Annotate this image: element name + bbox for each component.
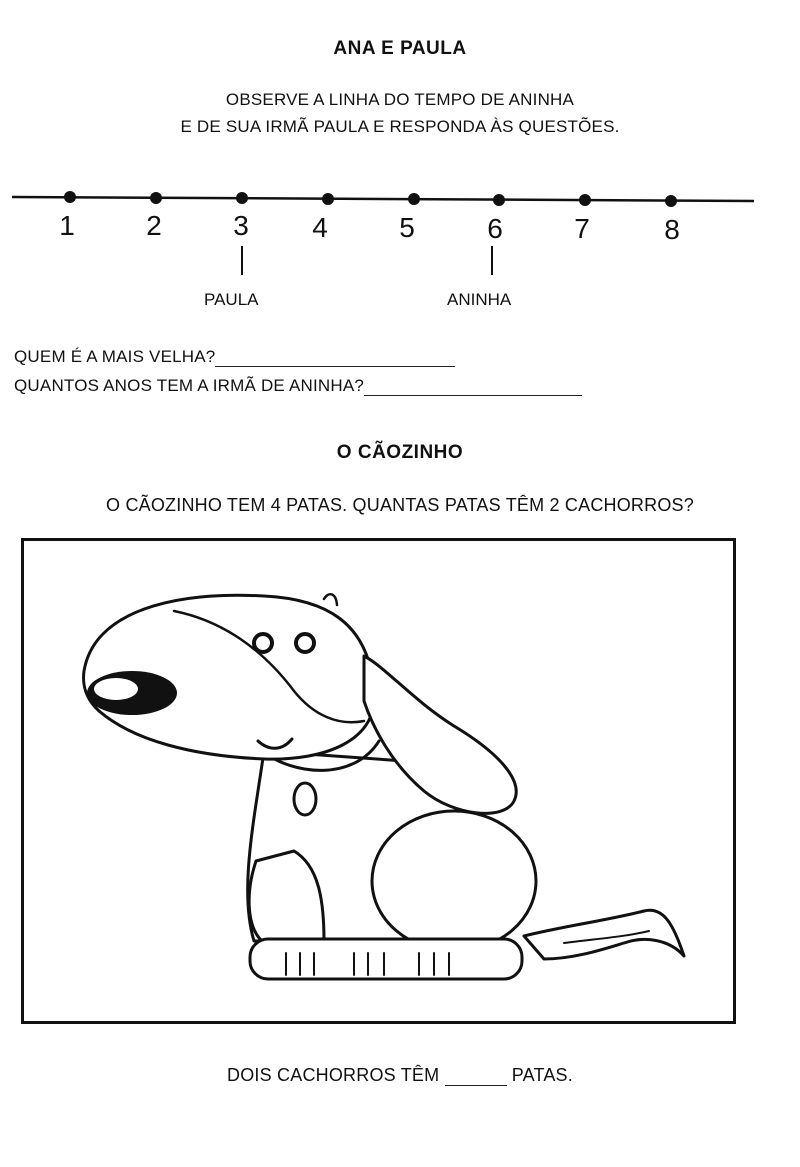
timeline-number: 6	[487, 213, 503, 244]
dog-nose-highlight	[94, 678, 138, 700]
final-answer-line	[0, 1065, 800, 1086]
question-1	[14, 347, 455, 367]
timeline-number: 7	[574, 213, 590, 244]
timeline-axis	[12, 197, 754, 201]
timeline-dot	[408, 193, 420, 205]
dog-collar-tag	[294, 783, 316, 815]
timeline-dot	[322, 193, 334, 205]
timeline-dot	[665, 195, 677, 207]
question-2	[14, 376, 582, 396]
patas-answer-blank[interactable]	[445, 1067, 507, 1086]
section-title-ana-e-paula: ANA E PAULA	[333, 38, 467, 59]
timeline-number: 5	[399, 212, 415, 243]
answer-blank-2[interactable]	[364, 377, 582, 396]
section-title-caozinho: O CÃOZINHO	[336, 442, 464, 463]
timeline-label-aninha: ANINHA	[447, 290, 512, 309]
timeline-number: 4	[312, 212, 328, 243]
dog-ear-tip	[324, 594, 337, 605]
dog-eye-left	[254, 634, 272, 652]
dog-picture-frame	[21, 538, 736, 1024]
timeline-label-paula: PAULA	[204, 290, 259, 309]
answer-suffix: PATAS.	[511, 1065, 573, 1085]
answer-blank-1[interactable]	[215, 348, 455, 367]
timeline-dot	[579, 194, 591, 206]
timeline-number: 8	[664, 214, 680, 245]
answer-prefix: DOIS CACHORROS TÊM	[227, 1065, 440, 1085]
question-2-text: QUANTOS ANOS TEM A IRMÃ DE ANINHA?	[14, 376, 365, 395]
timeline-number: 3	[233, 210, 249, 241]
timeline-number: 2	[146, 210, 162, 241]
question-1-text: QUEM É A MAIS VELHA?	[14, 347, 216, 366]
instruction-line-2: E DE SUA IRMÃ PAULA E RESPONDA ÀS QUESTÕES.	[180, 117, 620, 136]
dog-tail	[524, 910, 684, 959]
dog-illustration	[24, 541, 733, 1021]
dog-question: O CÃOZINHO TEM 4 PATAS. QUANTAS PATAS TÊM 2 CACHORROS?	[106, 495, 694, 515]
instruction-line-1: OBSERVE A LINHA DO TEMPO DE ANINHA	[225, 90, 575, 109]
timeline-dot	[493, 194, 505, 206]
timeline-dot	[64, 191, 76, 203]
dog-paws	[250, 939, 522, 979]
timeline-dot	[236, 192, 248, 204]
dog-eye-right	[296, 634, 314, 652]
dog-haunch	[372, 811, 536, 951]
timeline-number: 1	[59, 210, 75, 241]
timeline-dot	[150, 192, 162, 204]
